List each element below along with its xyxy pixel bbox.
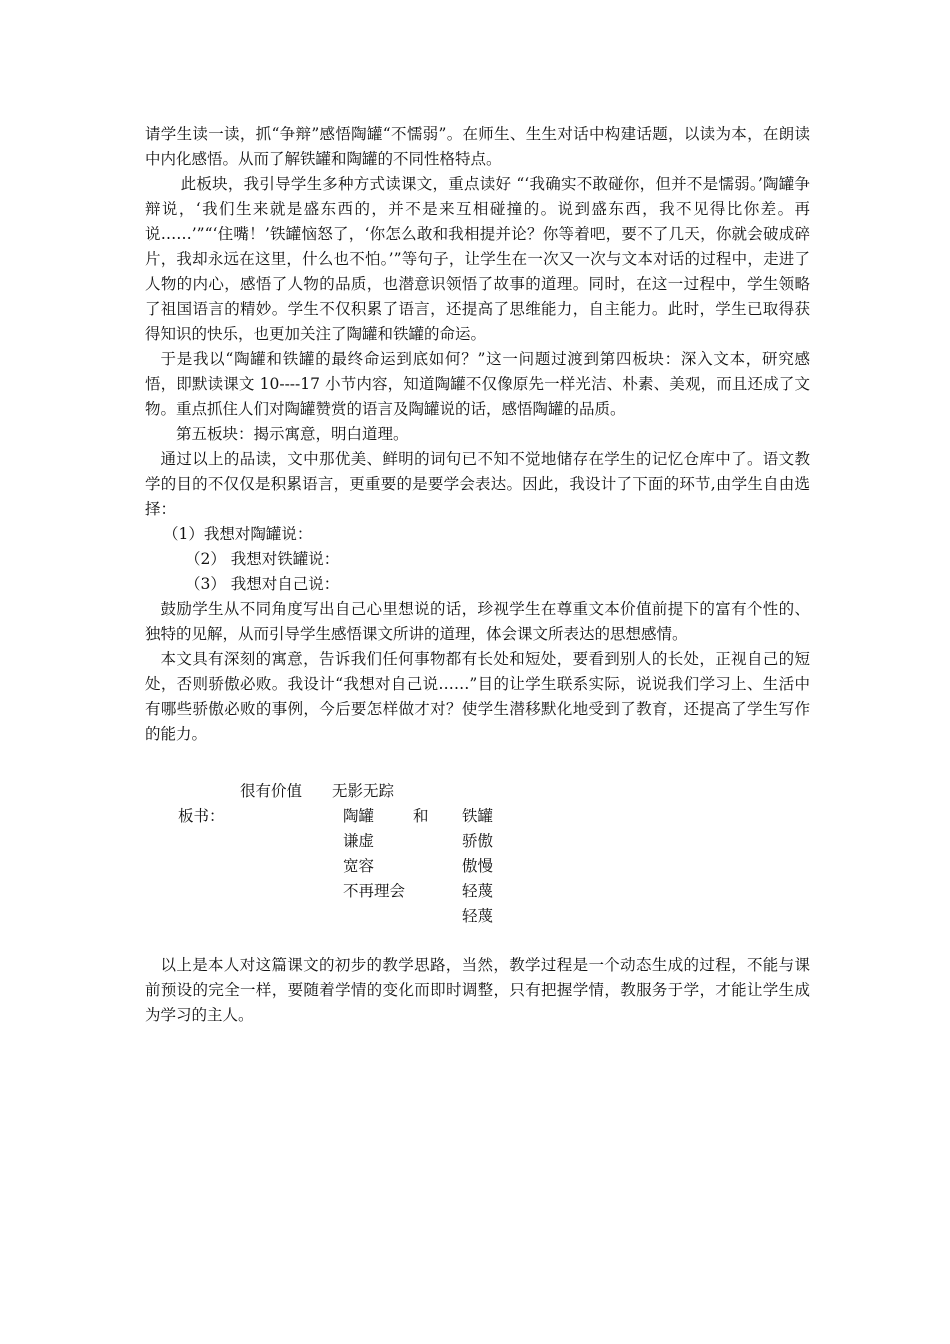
list-item-3: （3） 我想对自己说： <box>185 575 340 593</box>
board-right-item: 铁罐 <box>462 807 494 825</box>
board-right-item: 骄傲 <box>462 832 494 850</box>
paragraph-6: 鼓励学生从不同角度写出自己心里想说的话，珍视学生在尊重文本价值前提下的富有个性的、独特的见解，从而引导学生感悟课文所讲的道理，体会课文所表达的思想感情。 <box>145 600 810 643</box>
paragraph-1: 请学生读一读，抓“争辩”感悟陶罐“不懦弱”。在师生、生生对话中构建话题，以读为本，在朗读中内化感悟。从而了解铁罐和陶罐的不同性格特点。 <box>145 125 810 168</box>
board-left-item: 谦虚 <box>343 832 375 850</box>
document-page <box>145 122 810 1028</box>
board-left-item: 陶罐 <box>343 807 375 825</box>
paragraph-7: 本文具有深刻的寓意，告诉我们任何事物都有长处和短处，要看到别人的长处，正视自己的短处，否则骄傲必败。我设计“我想对自己说……”目的让学生联系实际，说说我们学习上、生活中有哪些骄傲必败的事例，今后要怎样做才对？使学生潜移默化地受到了教育，还提高了学生写作的能力。 <box>145 650 810 743</box>
board-top-right: 无影无踪 <box>332 782 395 800</box>
board-left-item: 不再理会 <box>343 882 406 900</box>
paragraph-3: 于是我以“陶罐和铁罐的最终命运到底如何？”这一问题过渡到第四板块：深入文本，研究感悟，即默读课文 10----17 小节内容，知道陶罐不仅像原先一样光洁、朴素、美观，而且还成了文物。重点抓住人们对陶罐赞赏的语言及陶罐说的话，感悟陶罐的品质。 <box>145 350 810 418</box>
board-connector: 和 <box>413 807 429 825</box>
paragraph-8: 以上是本人对这篇课文的初步的教学思路，当然，教学过程是一个动态生成的过程，不能与课前预设的完全一样，要随着学情的变化而即时调整，只有把握学情，教服务于学，才能让学生成为学习的主人。 <box>145 956 810 1024</box>
paragraph-4: 第五板块：揭示寓意，明白道理。 <box>176 425 409 443</box>
board-top-left: 很有价值 <box>240 782 303 800</box>
blank-line <box>145 747 810 772</box>
board-label: 板书： <box>178 807 225 825</box>
board-right-item: 傲慢 <box>462 857 494 875</box>
board-left-item: 宽容 <box>343 857 375 875</box>
list-item-1: （1）我想对陶罐说： <box>163 525 313 543</box>
paragraph-5: 通过以上的品读，文中那优美、鲜明的词句已不知不觉地储存在学生的记忆仓库中了。语文教学的目的不仅仅是积累语言，更重要的是要学会表达。因此，我设计了下面的环节,由学生自由选择： <box>145 450 810 518</box>
board-right-item: 轻蔑 <box>462 882 494 900</box>
board-right-item: 轻蔑 <box>462 907 494 925</box>
blackboard-outline <box>145 779 810 929</box>
list-item-2: （2） 我想对铁罐说： <box>185 550 340 568</box>
paragraph-2: 此板块，我引导学生多种方式读课文，重点读好 “‘我确实不敢碰你，但并不是懦弱。’陶罐争辩说，‘我们生来就是盛东西的，并不是来互相碰撞的。说到盛东西，我不见得比你差。再说……’”“‘住嘴！’铁罐恼怒了，‘你怎么敢和我相提并论？你等着吧，要不了几天，你就会破成碎片，我却永远在这里，什么也不怕。’”等句子，让学生在一次又一次与文本对话的过程中，走进了人物的内心，感悟了人物的品质，也潜意识领悟了故事的道理。同时，在这一过程中，学生领略了祖国语言的精妙。学生不仅积累了语言，还提高了思维能力，自主能力。此时，学生已取得获得知识的快乐，也更加关注了陶罐和铁罐的命运。 <box>145 175 810 343</box>
